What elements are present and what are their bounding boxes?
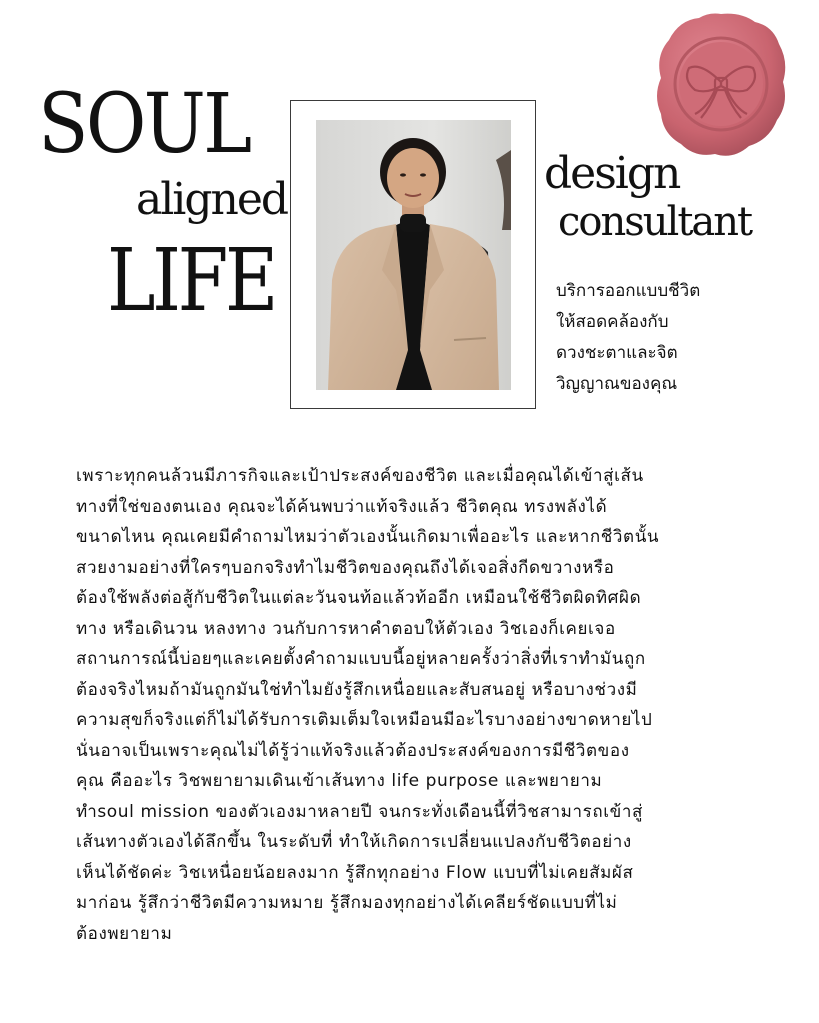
- body-line: ต้องพยายาม: [76, 923, 173, 944]
- body-line: ขนาดไหน คุณเคยมีคำถามไหมว่าตัวเองนั้นเกิดมาเพื่ออะไร และหากชีวิตนั้น: [76, 527, 660, 547]
- body-line: สวยงามอย่างที่ใครๆบอกจริงทำไมชีวิตของคุณถึงได้เจอสิ่งกีดขวางหรือ: [76, 557, 615, 578]
- body-line: มาก่อน รู้สึกว่าชีวิตมีความหมาย รู้สึกมองทุกอย่างได้เคลียร์ชัดแบบที่ไม่: [76, 893, 618, 913]
- tagline-line: วิญญาณของคุณ: [556, 374, 678, 394]
- tagline: [556, 276, 796, 400]
- body-line: ทำsoul mission ของตัวเองมาหลายปี จนกระทั่งเดือนนี้ที่วิชสามารถเข้าสู่: [76, 801, 644, 822]
- body-line: เส้นทางตัวเองได้ลึกขึ้น ในระดับที่ ทำให้เกิดการเปลี่ยนแปลงกับชีวิตอย่าง: [76, 832, 632, 852]
- title-life: LIFE: [107, 231, 275, 331]
- body-line: เห็นได้ชัดค่ะ วิชเหนื่อยน้อยลงมาก รู้สึกทุกอย่าง Flow แบบที่ไม่เคยสัมผัส: [76, 862, 634, 883]
- service-title-design: design: [544, 148, 680, 199]
- body-line: คุณ คืออะไร วิชพยายามเดินเข้าเส้นทาง life purpose และพยายาม: [76, 771, 603, 791]
- portrait-photo: [316, 120, 511, 390]
- body-line: ทางที่ใช่ของตนเอง คุณจะได้ค้นพบว่าแท้จริงแล้ว ชีวิตคุณ ทรงพลังได้: [76, 496, 608, 517]
- body-line: ต้องจริงไหมถ้ามันถูกมันใช่ทำไมยังรู้สึกเหนื่อยและสับสนอยู่ หรือบางช่วงมี: [76, 679, 638, 700]
- wax-seal-bow-icon: [655, 10, 787, 160]
- body-line: ทาง หรือเดินวน หลงทาง วนกับการหาคำตอบให้ตัวเอง วิชเองก็เคยเจอ: [76, 618, 616, 639]
- title-aligned: aligned: [136, 174, 288, 225]
- photo-frame: [290, 100, 536, 409]
- service-title-consultant: consultant: [558, 199, 752, 245]
- body-line: ต้องใช้พลังต่อสู้กับชีวิตในแต่ละวันจนท้อแล้วท้ออีก เหมือนใช้ชีวิตผิดทิศผิด: [76, 588, 642, 608]
- body-line: นั่นอาจเป็นเพราะคุณไม่ได้รู้ว่าแท้จริงแล้วต้องประสงค์ของการมีชีวิตของ: [76, 740, 630, 761]
- body-line: เพราะทุกคนล้วนมีภารกิจและเป้าประสงค์ของชีวิต และเมื่อคุณได้เข้าสู่เส้น: [76, 466, 644, 486]
- body-paragraph: [76, 461, 756, 949]
- tagline-line: ดวงชะตาและจิต: [556, 343, 678, 363]
- title-soul: SOUL: [38, 77, 250, 172]
- body-line: ความสุขก็จริงแต่ก็ไม่ได้รับการเติมเต็มใจเหมือนมีอะไรบางอย่างขาดหายไป: [76, 710, 653, 730]
- tagline-line: ให้สอดคล้องกับ: [556, 312, 669, 332]
- tagline-line: บริการออกแบบชีวิต: [556, 281, 701, 301]
- body-line: สถานการณ์นี้บ่อยๆและเคยตั้งคำถามแบบนี้อยู่หลายครั้งว่าสิ่งที่เราทำมันถูก: [76, 649, 646, 669]
